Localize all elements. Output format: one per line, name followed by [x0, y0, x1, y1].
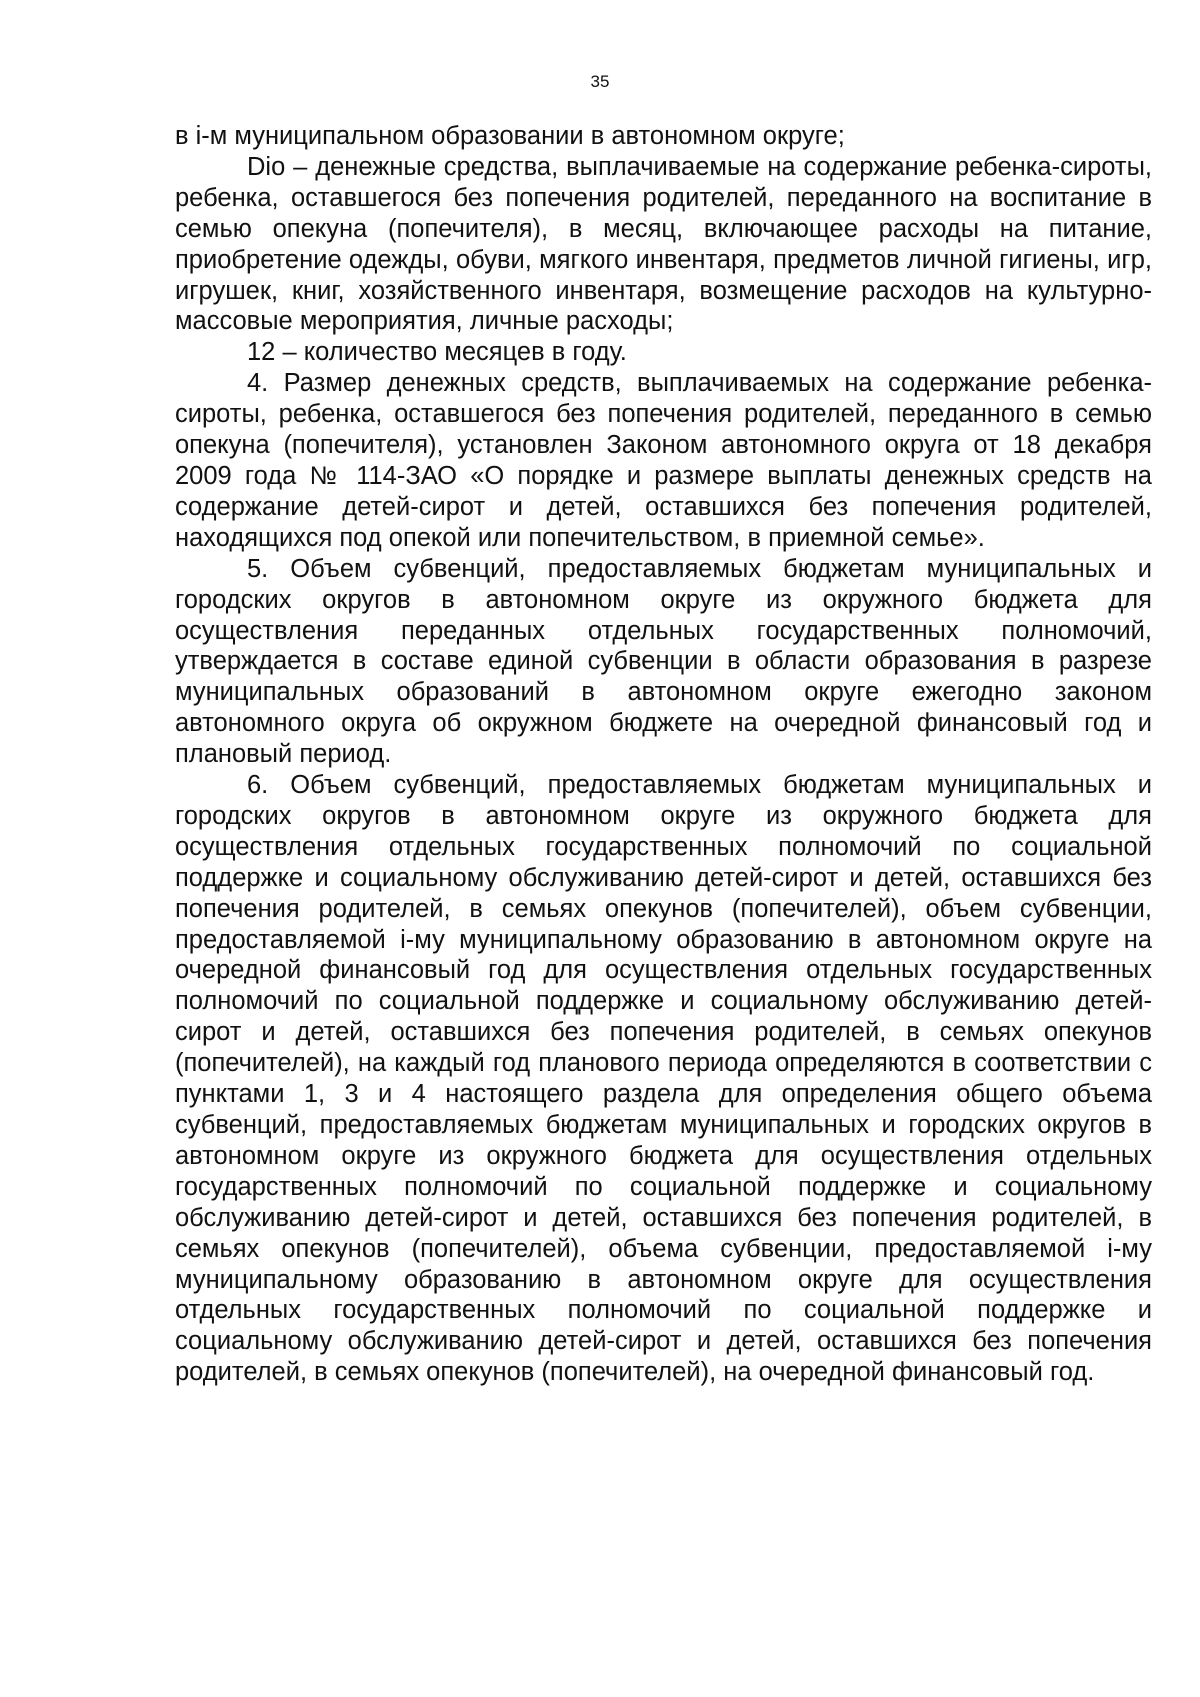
page-number: 35 — [590, 72, 610, 91]
paragraph-item-5: 5. Объем субвенций, предоставляемых бюджетам муниципальных и городских округов в автономном округе из окружного бюджета для осуществления переданных отдельных государственных полномочий, утверждается в составе единой субвенции в области образования в разрезе муниципальных образований в автономном округе ежегодно законом автономного округа об окружном бюджете на очередной финансовый год и плановый период. — [175, 554, 1152, 769]
paragraph-continuation: в i-м муниципальном образовании в автономном округе; — [175, 122, 845, 150]
document-body — [175, 121, 1152, 1388]
paragraph-item-4: 4. Размер денежных средств, выплачиваемых на содержание ребенка-сироты, ребенка, оставшегося без попечения родителей, переданного в семью опекуна (попечителя), установлен Законом автономного округа от 18 декабря 2009 года № 114-ЗАО «О порядке и размере выплаты денежных средств на содержание детей-сирот и детей, оставшихся без попечения родителей, находящихся под опекой или попечительством, в приемной семье». — [175, 369, 1152, 552]
paragraph-item-6: 6. Объем субвенций, предоставляемых бюджетам муниципальных и городских округов в автономном округе из окружного бюджета для осуществления отдельных государственных полномочий по социальной поддержке и социальному обслуживанию детей-сирот и детей, оставшихся без попечения родителей, в семьях опекунов (попечителей), объем субвенции, предоставляемой i-му муниципальному образованию в автономном округе на очередной финансовый год для осуществления отдельных государственных полномочий по социальной поддержке и социальному обслуживанию детей-сирот и детей, оставшихся без попечения родителей, в семьях опекунов (попечителей), на каждый год планового периода определяются в соответствии с пунктами 1, 3 и 4 настоящего раздела для определения общего объема субвенций, предоставляемых бюджетам муниципальных и городских округов в автономном округе из окружного бюджета для осуществления отдельных государственных полномочий по социальной поддержке и социальному обслуживанию детей-сирот и детей, оставшихся без попечения родителей, в семьях опекунов (попечителей), объема субвенции, предоставляемой i-му муниципальному образованию в автономном округе для осуществления отдельных государственных полномочий по социальной поддержке и социальному обслуживанию детей-сирот и детей, оставшихся без попечения родителей, в семьях опекунов (попечителей), на очередной финансовый год. — [175, 771, 1152, 1387]
paragraph-dio-definition: Dio – денежные средства, выплачиваемые на содержание ребенка-сироты, ребенка, оставшегося без попечения родителей, переданного на воспитание в семью опекуна (попечителя), в месяц, включающее расходы на питание, приобретение одежды, обуви, мягкого инвентаря, предметов личной гигиены, игр, игрушек, книг, хозяйственного инвентаря, возмещение расходов на культурно-массовые мероприятия, личные расходы; — [175, 152, 1152, 336]
paragraph-months-definition: 12 – количество месяцев в году. — [247, 338, 627, 367]
